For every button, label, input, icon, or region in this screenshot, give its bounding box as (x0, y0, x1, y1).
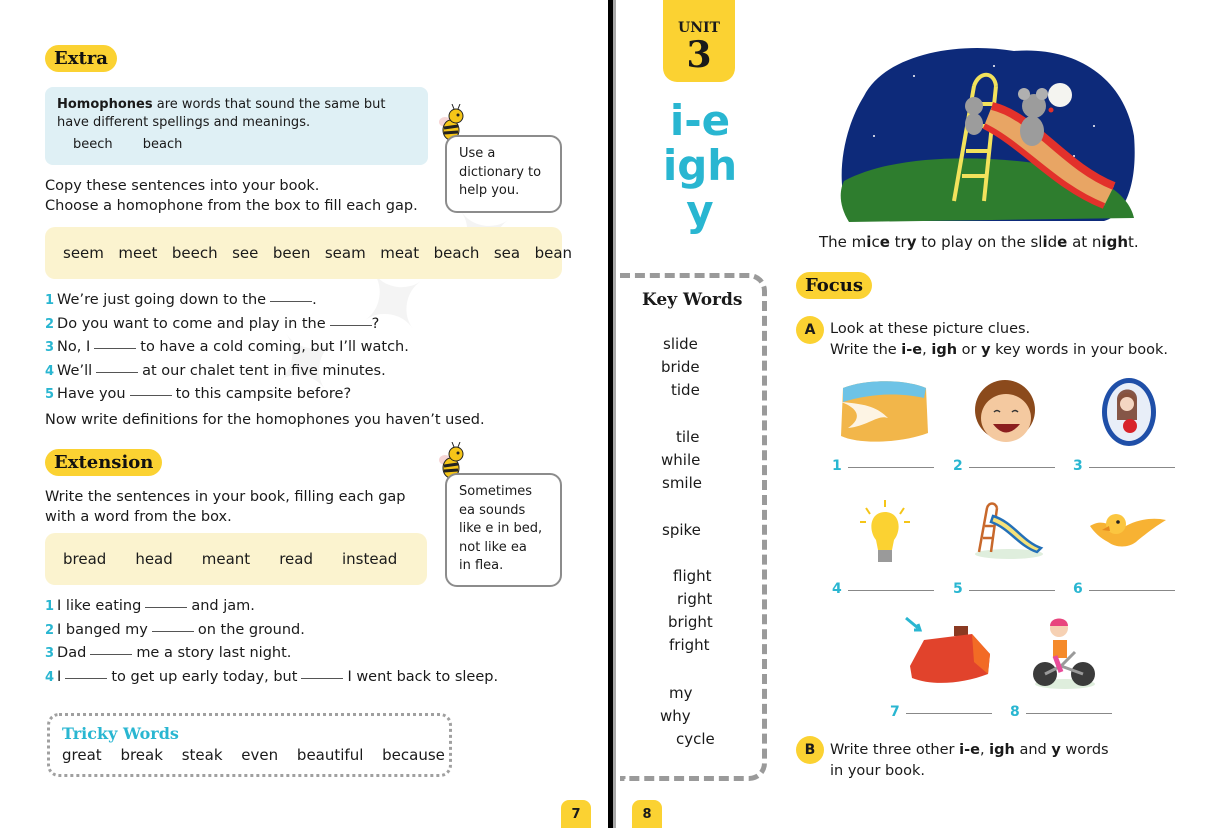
homophones-definition: are words that sound the same but have different spellings and meanings. (57, 97, 386, 130)
answer-line-4: 4 (832, 581, 934, 597)
slide-picture (973, 502, 1045, 560)
activity-b-instruction: Write three other i-e, igh and y words in your book. (830, 742, 1109, 779)
extension-instruction-2: with a word from the box. (45, 509, 232, 525)
key-word: slide (663, 335, 698, 353)
answer-line-5: 5 (953, 581, 1055, 597)
key-word: tide (671, 381, 700, 399)
key-word: bright (668, 613, 713, 631)
word: bread (63, 550, 107, 568)
extension-heading: Extension (45, 449, 162, 476)
roof-tiles-picture (902, 614, 994, 690)
answer-line-6: 6 (1073, 581, 1175, 597)
page-number: 8 (632, 800, 662, 828)
key-word: spike (662, 521, 701, 539)
extra-instruction-1: Copy these sentences into your book. (45, 178, 320, 194)
phoneme-igh: igh (662, 141, 738, 190)
page-number: 7 (561, 800, 591, 828)
word: see (232, 244, 259, 262)
word: instead (341, 550, 398, 568)
key-word: my (669, 684, 693, 702)
key-word: fright (669, 636, 710, 654)
word: beach (433, 244, 480, 262)
example-word: beach (142, 137, 183, 152)
answer-gap (330, 325, 372, 326)
sentence-row: 5 Have you to this campsite before? (45, 386, 352, 402)
phoneme-y: y (686, 186, 714, 235)
answer-gap (301, 678, 343, 679)
homophones-info-box (45, 87, 428, 165)
ea-word-box (45, 533, 427, 585)
homophone-word-box (45, 227, 573, 279)
light-bulb-picture (856, 498, 914, 570)
key-word: right (677, 590, 713, 608)
tricky-word: great (62, 746, 102, 764)
word: sea (493, 244, 521, 262)
focus-heading: Focus (796, 272, 872, 299)
extra-instruction-2: Choose a homophone from the box to fill each gap. (45, 198, 418, 214)
bride-picture (1100, 376, 1158, 448)
unit-label: UNIT (678, 20, 720, 36)
key-word: cycle (676, 730, 715, 748)
tricky-word: steak (181, 746, 223, 764)
word: head (135, 550, 173, 568)
sentence-row: 2 Do you want to come and play in the ? (45, 315, 380, 332)
right-page-8 (616, 0, 1216, 828)
activity-a-badge: A (796, 316, 824, 344)
word: meet (118, 244, 158, 262)
key-word: smile (662, 474, 702, 492)
extra-heading: Extra (45, 45, 117, 72)
answer-gap (65, 678, 107, 679)
answer-line-7: 7 (890, 704, 992, 720)
answer-gap (145, 607, 187, 608)
sentence-row: 3 No, I to have a cold coming, but I’ll watch. (45, 339, 409, 355)
sentence-row: 1 We’re just going down to the . (45, 292, 317, 308)
tricky-words-box (47, 713, 452, 777)
tide-beach-picture (838, 378, 930, 444)
tricky-word: break (120, 746, 163, 764)
sentence-row: 1 I like eating and jam. (45, 598, 255, 614)
girl-cycling-picture (1031, 612, 1097, 690)
word: read (279, 550, 313, 568)
definitions-instruction: Now write definitions for the homophones you haven’t used. (45, 412, 485, 428)
ea-sound-tip-bubble: Sometimes ea sounds like e in bed, not like ea in flea. (445, 473, 562, 587)
unit-tab (663, 0, 735, 82)
tricky-word: because (382, 746, 445, 764)
scene-caption: The mice try to play on the slide at night. (819, 233, 1139, 251)
sentence-row: 4 I to get up early today, but I went back to sleep. (45, 668, 499, 685)
answer-line-8: 8 (1010, 704, 1112, 720)
flying-bird-picture (1088, 512, 1168, 562)
key-word: while (661, 451, 701, 469)
word: meant (201, 550, 251, 568)
sentence-row: 2 I banged my on the ground. (45, 621, 305, 638)
extra-sentence-list (45, 289, 409, 407)
word: been (272, 244, 311, 262)
tricky-word: beautiful (296, 746, 364, 764)
word: beech (171, 244, 218, 262)
activity-b-badge: B (796, 736, 824, 764)
dictionary-tip-bubble: Use a dictionary to help you. (445, 135, 562, 213)
answer-line-2: 2 (953, 458, 1055, 474)
smiling-boy-picture (968, 376, 1042, 448)
tricky-words-title: Tricky Words (62, 724, 179, 743)
answer-gap (94, 348, 136, 349)
answer-line-1: 1 (832, 458, 934, 474)
answer-gap (90, 654, 132, 655)
answer-gap (96, 372, 138, 373)
extension-sentence-list (45, 595, 498, 689)
sentence-row: 4 We’ll at our chalet tent in five minutes. (45, 362, 386, 379)
example-word: beech (73, 137, 113, 152)
key-word: tile (676, 428, 700, 446)
tricky-word: even (241, 746, 279, 764)
unit-number: 3 (686, 34, 712, 76)
book-spine (608, 0, 616, 828)
mice-slide-night-illustration (834, 36, 1138, 222)
key-word: why (660, 707, 691, 725)
sentence-row: 3 Dad me a story last night. (45, 645, 292, 661)
word: seem (63, 244, 104, 262)
key-words-title: Key Words (642, 290, 743, 310)
word: seam (324, 244, 366, 262)
answer-gap (130, 395, 172, 396)
word: meat (380, 244, 420, 262)
answer-line-3: 3 (1073, 458, 1175, 474)
word: bean (534, 244, 573, 262)
answer-gap (270, 301, 312, 302)
key-word: flight (673, 567, 712, 585)
extension-instruction-1: Write the sentences in your book, filling each gap (45, 489, 406, 505)
phoneme-i-e: i-e (669, 96, 731, 145)
key-word: bride (661, 358, 700, 376)
activity-a-instruction: Look at these picture clues. Write the i-e, igh or y key words in your book. (830, 321, 1168, 358)
homophones-term: Homophones (57, 97, 153, 112)
answer-gap (152, 631, 194, 632)
